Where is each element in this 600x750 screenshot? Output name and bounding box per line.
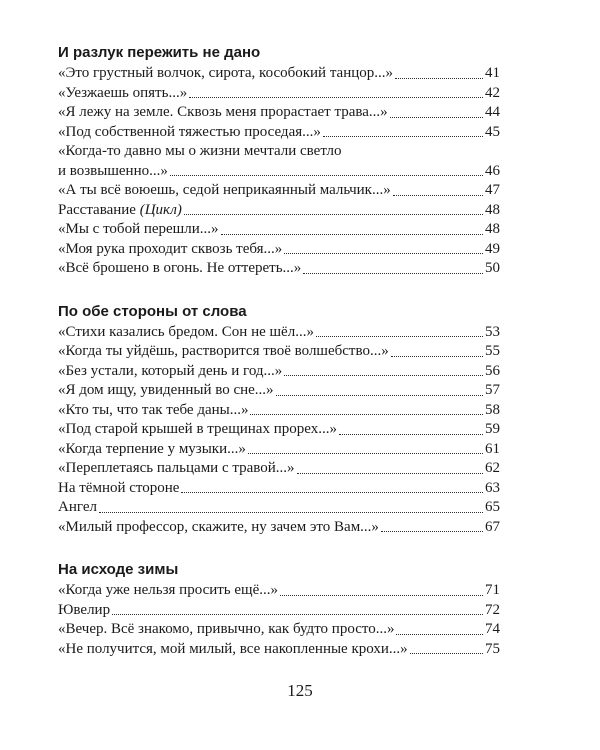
entry-title: «Это грустный волчок, сирота, кособокий танцор...» (58, 65, 394, 81)
toc-entry (58, 420, 500, 440)
toc-entry (58, 240, 500, 260)
entry-title: «Мы с тобой перешли...» (58, 221, 219, 237)
dot-leader (393, 195, 483, 196)
section-title: На исходе зимы (58, 561, 179, 578)
toc-entry (58, 84, 500, 104)
dot-leader (250, 414, 483, 415)
dot-leader (390, 117, 483, 118)
dot-leader (381, 531, 483, 532)
dot-leader (112, 614, 483, 615)
toc-entry (58, 479, 500, 499)
entry-page: 41 (485, 65, 500, 81)
dot-leader (280, 595, 483, 596)
toc-entry (58, 103, 500, 123)
toc-entry (58, 162, 500, 182)
dot-leader (99, 512, 483, 513)
entry-note: (Цикл) (139, 201, 182, 218)
entry-page: 50 (485, 260, 500, 276)
toc-section (58, 301, 500, 538)
entry-title: «Вечер. Всё знакомо, привычно, как будто просто...» (58, 621, 395, 637)
entry-title: «А ты всё воюешь, седой неприкаянный мальчик...» (58, 182, 391, 198)
dot-leader (396, 634, 483, 635)
dot-leader (170, 175, 483, 176)
entry-title: Расставание (58, 201, 140, 218)
page-number: 125 (287, 681, 313, 700)
toc-entry (58, 323, 500, 343)
entry-page: 61 (485, 440, 500, 457)
toc-entry (58, 581, 500, 601)
entry-page: 47 (485, 182, 500, 198)
dot-leader (221, 234, 484, 235)
entry-page: 62 (485, 460, 500, 476)
toc-entry (58, 401, 500, 421)
entry-title: и возвышенно...» (58, 162, 168, 179)
entry-page: 74 (485, 621, 500, 637)
entry-page: 55 (485, 343, 500, 359)
entry-title: «Не получится, мой милый, все накопленные крохи...» (58, 640, 408, 657)
entry-page: 72 (485, 601, 500, 618)
entry-page: 44 (485, 104, 500, 120)
toc-entry (58, 201, 500, 221)
dot-leader (316, 336, 483, 337)
toc-entry (58, 640, 500, 660)
entry-title: «Стихи казались бредом. Сон не шёл...» (58, 323, 314, 340)
toc-entry (58, 440, 500, 460)
entry-title: На тёмной стороне (58, 479, 180, 496)
entry-title: Ювелир (58, 601, 111, 618)
entry-title: «Я лежу на земле. Сквозь меня прорастает трава...» (58, 104, 388, 120)
entry-title: «Милый профессор, скажите, ну зачем это Вам...» (58, 518, 379, 535)
entry-title: «Когда ты уйдёшь, растворится твоё волшебство...» (58, 343, 389, 359)
toc-entry (58, 498, 500, 518)
toc-entry-first-line (58, 142, 500, 162)
dot-leader (395, 78, 483, 79)
toc-entry (58, 181, 500, 201)
entry-page: 63 (485, 479, 500, 496)
entry-page: 56 (485, 362, 500, 379)
dot-leader (276, 395, 483, 396)
dot-leader (303, 273, 483, 274)
toc-entry (58, 362, 500, 382)
entry-title: «Моя рука проходит сквозь тебя...» (58, 240, 283, 257)
entry-title: «Под старой крышей в трещинах прорех...» (58, 421, 337, 437)
entry-page: 57 (485, 382, 500, 398)
entry-title: «Переплетаясь пальцами с травой...» (58, 460, 295, 476)
entry-page: 75 (485, 640, 500, 657)
toc-entry (58, 123, 500, 143)
entry-page: 48 (485, 221, 500, 237)
toc-section (58, 42, 500, 279)
entry-page: 45 (485, 123, 500, 140)
dot-leader (248, 453, 483, 454)
entry-title: «Я дом ищу, увиденный во сне...» (58, 382, 274, 398)
section-title: По обе стороны от слова (58, 302, 247, 320)
toc-entry (58, 259, 500, 279)
entry-page: 67 (485, 518, 500, 535)
entry-title: «Когда-то давно мы о жизни мечтали светло (58, 143, 342, 159)
toc-entry (58, 381, 500, 401)
entry-title: «Уезжаешь опять...» (58, 84, 188, 101)
toc-entry (58, 459, 500, 479)
section-title: И разлук пережить не дано (58, 44, 261, 61)
entry-title: Ангел (58, 499, 97, 515)
entry-page: 49 (485, 240, 500, 257)
table-of-contents (58, 42, 500, 681)
entry-title: «Без устали, который день и год...» (58, 362, 283, 379)
dot-leader (184, 214, 483, 215)
toc-section (58, 559, 500, 659)
entry-page: 42 (485, 84, 500, 101)
entry-title: «Когда уже нельзя просить ещё...» (58, 582, 279, 598)
entry-title: «Когда терпение у музыки...» (58, 440, 246, 457)
entry-page: 65 (485, 499, 500, 515)
entry-page: 59 (485, 421, 500, 437)
dot-leader (391, 356, 483, 357)
entry-title: «Всё брошено в огонь. Не оттереть...» (58, 260, 302, 276)
toc-entry (58, 601, 500, 621)
entry-page: 46 (485, 162, 500, 179)
entry-page: 71 (485, 582, 500, 598)
entry-title: «Кто ты, что так тебе даны...» (58, 401, 249, 418)
toc-entry (58, 342, 500, 362)
toc-entry (58, 64, 500, 84)
dot-leader (284, 375, 483, 376)
dot-leader (339, 434, 483, 435)
entry-page: 53 (485, 323, 500, 340)
toc-entry (58, 220, 500, 240)
dot-leader (323, 136, 483, 137)
toc-entry (58, 620, 500, 640)
dot-leader (181, 492, 483, 493)
dot-leader (189, 97, 483, 98)
entry-page: 48 (485, 201, 500, 218)
toc-entry (58, 518, 500, 538)
dot-leader (297, 473, 483, 474)
entry-page: 58 (485, 401, 500, 418)
dot-leader (410, 653, 483, 654)
entry-title: «Под собственной тяжестью проседая...» (58, 123, 321, 140)
dot-leader (284, 253, 483, 254)
